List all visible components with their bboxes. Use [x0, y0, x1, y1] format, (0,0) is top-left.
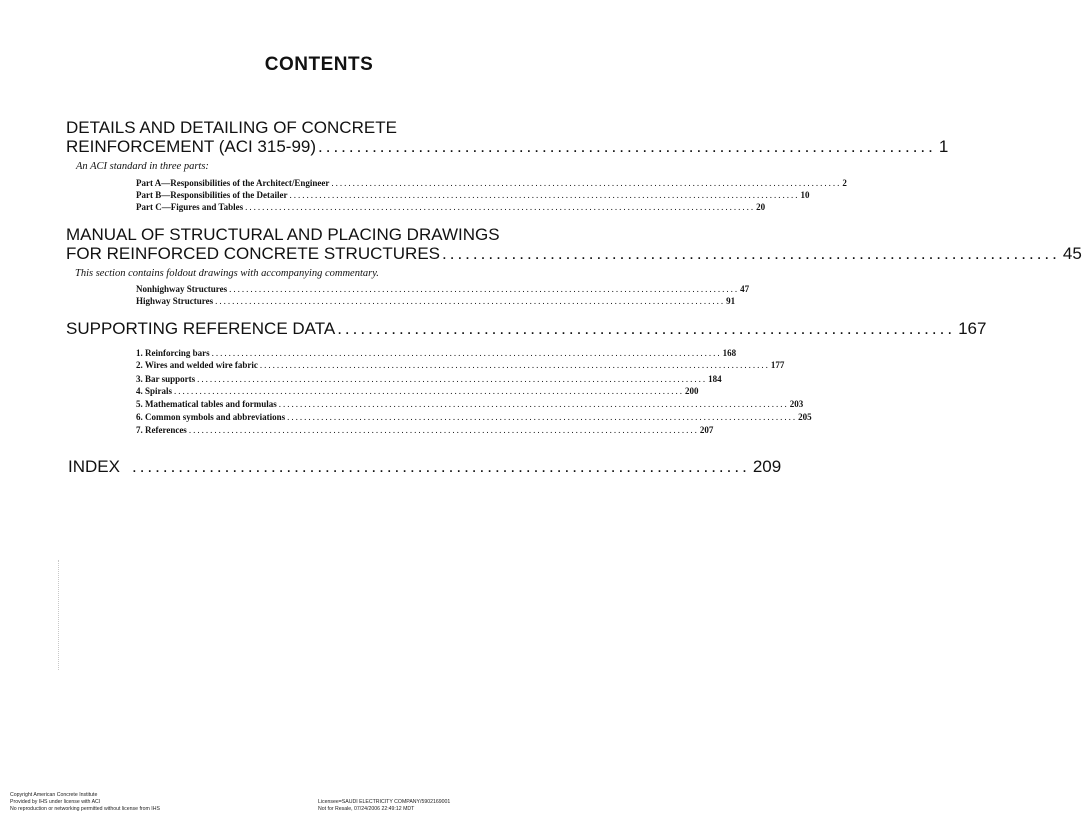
toc-entry-page: 177: [770, 360, 785, 370]
toc-entry: [136, 178, 847, 189]
toc-entry-label: Highway Structures: [136, 296, 214, 306]
section-title-text: FOR REINFORCED CONCRETE STRUCTURES: [66, 244, 441, 263]
toc-entry-page: 20: [756, 202, 766, 212]
section-intro: This section contains foldout drawings with accompanying commentary.: [75, 268, 379, 279]
toc-entry: [136, 386, 699, 397]
footer-left: [10, 792, 160, 813]
dot-leader: ........................................................................................................................: [259, 360, 770, 370]
toc-entry: [136, 284, 750, 295]
toc-entry: [136, 348, 737, 359]
footer-line: Not for Resale, 07/24/2006 22:49:12 MDT: [318, 806, 415, 812]
toc-entry-label: Nonhighway Structures: [136, 284, 228, 294]
section-page-number: 1: [938, 137, 949, 156]
toc-entry-label: 3. Bar supports: [136, 374, 196, 384]
footer-line: No reproduction or networking permitted without license from IHS: [10, 806, 160, 812]
dot-leader: ................................................................................: [131, 457, 750, 476]
footer-right: [318, 799, 450, 813]
dot-leader: ................................................................................: [337, 319, 956, 338]
toc-entry: [136, 374, 722, 385]
dot-leader: ................................................................................: [442, 244, 1060, 263]
toc-entry-label: 7. References: [136, 425, 187, 435]
dot-leader: ........................................................................................................................: [229, 284, 740, 294]
dot-leader: ........................................................................................................................: [188, 425, 699, 435]
toc-entry: [136, 202, 766, 213]
dot-leader: ........................................................................................................................: [289, 190, 800, 200]
section-page-number: 167: [958, 319, 987, 338]
toc-entry-label: 1. Reinforcing bars: [136, 348, 210, 358]
toc-entry-page: 207: [699, 425, 714, 435]
dot-leader: ........................................................................................................................: [215, 296, 726, 306]
dot-leader: ........................................................................................................................: [197, 374, 708, 384]
toc-entry-label: Part A—Responsibilities of the Architect/Engineer: [136, 178, 330, 188]
section-title-text: INDEX: [68, 457, 120, 476]
toc-entry-page: 203: [789, 399, 804, 409]
toc-entry-page: 168: [722, 348, 737, 358]
section-page-number: 45: [1062, 244, 1082, 263]
section-intro: An ACI standard in three parts:: [76, 161, 209, 172]
dot-leader: ................................................................................: [318, 137, 936, 156]
section-title-text: SUPPORTING REFERENCE DATA: [66, 319, 336, 338]
toc-entry-page: 91: [726, 296, 736, 306]
toc-entry-label: 5. Mathematical tables and formulas: [136, 399, 277, 409]
toc-entry-page: 47: [740, 284, 750, 294]
page-title: CONTENTS: [264, 54, 374, 75]
section-page-number: 209: [752, 457, 782, 476]
toc-entry: [136, 399, 804, 410]
toc-entry: [136, 360, 785, 371]
toc-entry-page: 205: [798, 412, 812, 422]
section-title-line2: [66, 137, 949, 156]
section-title-line1: MANUAL OF STRUCTURAL AND PLACING DRAWINGS: [66, 225, 500, 244]
section-title-line2: [66, 244, 1082, 263]
dot-leader: ........................................................................................................................: [287, 412, 798, 422]
section-title: [68, 457, 782, 476]
section-title: [66, 319, 987, 338]
toc-entry-page: 184: [708, 374, 722, 384]
toc-entry: [136, 412, 812, 423]
section-title: [66, 118, 949, 156]
footer-line: Licensee=SAUDI ELECTRICITY COMPANY/5902169001: [318, 799, 451, 805]
dot-leader: ........................................................................................................................: [245, 202, 756, 212]
toc-entry-page: 200: [685, 386, 699, 396]
footer-line: Copyright American Concrete Institute: [10, 792, 98, 798]
dot-leader: ........................................................................................................................: [174, 386, 685, 396]
section-title-line1: DETAILS AND DETAILING OF CONCRETE: [66, 118, 397, 137]
toc-entry-page: 2: [842, 178, 847, 188]
dot-leader: ........................................................................................................................: [331, 178, 842, 188]
section-title-text: REINFORCEMENT (ACI 315-99): [66, 137, 317, 156]
toc-entry-page: 10: [800, 190, 810, 200]
section-title: [66, 225, 1082, 263]
dot-leader: ........................................................................................................................: [278, 399, 789, 409]
toc-entry: [136, 296, 736, 307]
toc-entry: [136, 425, 714, 436]
dot-leader: ........................................................................................................................: [211, 348, 722, 358]
footer-line: Provided by IHS under license with ACI: [10, 799, 101, 805]
toc-entry-label: 4. Spirals: [136, 386, 173, 396]
toc-entry-label: Part C—Figures and Tables: [136, 202, 244, 212]
side-margin-mark: [58, 560, 65, 670]
toc-entry-label: 2. Wires and welded wire fabric: [136, 360, 258, 370]
toc-entry: [136, 190, 810, 201]
toc-entry-label: 6. Common symbols and abbreviations: [136, 412, 286, 422]
toc-entry-label: Part B—Responsibilities of the Detailer: [136, 190, 288, 200]
